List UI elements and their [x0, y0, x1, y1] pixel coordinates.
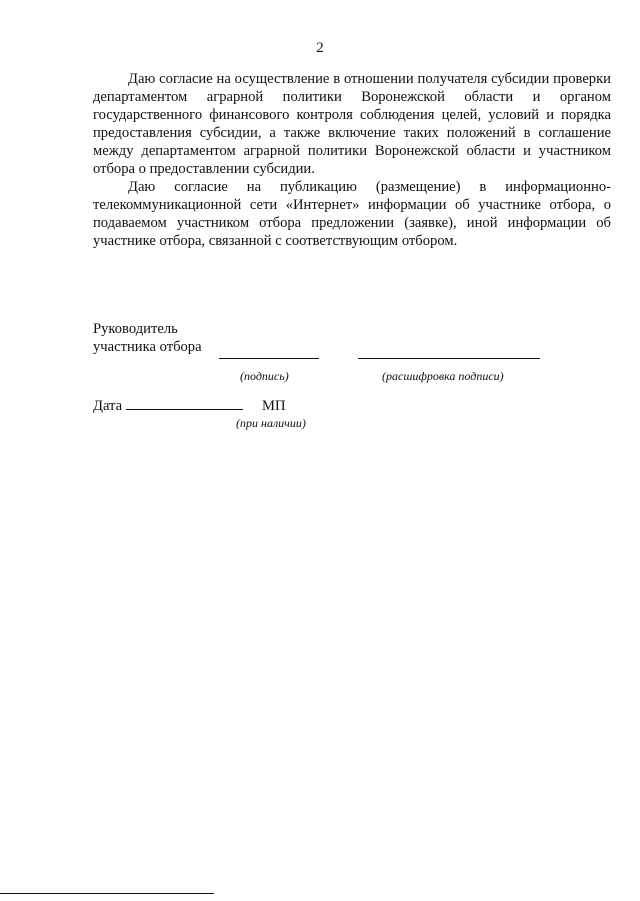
consent-paragraph-publication: Даю согласие на публикацию (размещение) в информационно-телекоммуникационной сети «Интернет» информации об участнике отбора, о подаваемом участником отбора предложении (заявке), иной информации об участнике отбора, связанной с соответствующим отбором.: [93, 179, 611, 249]
signatory-role-line1: Руководитель: [93, 321, 178, 337]
stamp-caption: (при наличии): [236, 416, 306, 430]
page-number: 2: [316, 40, 324, 56]
signature-caption: (подпись): [240, 369, 289, 383]
signature-decoding-line: [358, 358, 540, 359]
consent-text: [93, 70, 611, 250]
date-line: [126, 399, 243, 410]
signature-decoding-caption: (расшифровка подписи): [382, 369, 504, 383]
signature-block: [93, 320, 611, 430]
signature-line: [219, 358, 319, 359]
stamp-label: МП: [262, 398, 286, 414]
footnote-separator: [0, 893, 214, 894]
signatory-role-line2: участника отбора: [93, 339, 202, 355]
date-row: [93, 397, 243, 415]
consent-paragraph-inspection: Даю согласие на осуществление в отношении получателя субсидии проверки департаментом аграрной политики Воронежской области и органом государственного финансового контроля соблюдения целей, условий и порядка предоставления субсидии, а также включение таких положений в соглашение между департаментом аграрной политики Воронежской области и участником отбора о предоставлении субсидии.: [93, 71, 611, 177]
date-label: Дата: [93, 398, 123, 414]
